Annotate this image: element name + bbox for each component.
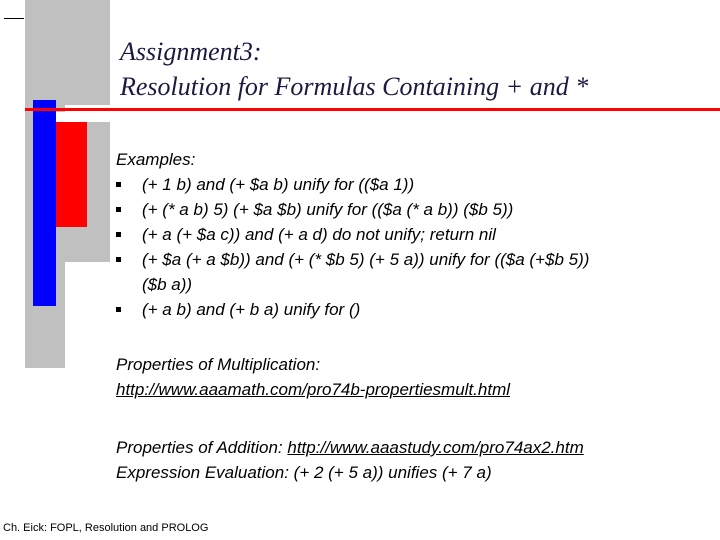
- bullet-square-icon: [116, 257, 121, 262]
- bullet-square-icon: [116, 307, 121, 312]
- bullet-square-icon: [116, 232, 121, 237]
- multiplication-label: Properties of Multiplication:: [116, 355, 321, 374]
- list-item: [116, 172, 716, 197]
- list-item: [116, 297, 716, 322]
- example-text: (+ (* a b) 5) (+ $a $b) unify for (($a (* a b)) ($b 5)): [142, 200, 514, 219]
- decor-gray-block-top: [65, 0, 110, 105]
- spacer: [116, 322, 716, 352]
- addition-label: Properties of Addition:: [116, 438, 288, 457]
- slide-body: [116, 147, 716, 485]
- list-item: [116, 222, 716, 247]
- decor-blue-bar: [33, 100, 56, 306]
- multiplication-link[interactable]: http://www.aaamath.com/pro74b-propertiesmult.html: [116, 380, 511, 399]
- evaluation-line: Expression Evaluation: (+ 2 (+ 5 a)) unifies (+ 7 a): [116, 463, 492, 482]
- decor-white-gap: [56, 112, 110, 122]
- example-text: (+ a b) and (+ b a) unify for (): [142, 300, 361, 319]
- spacer: [116, 402, 716, 435]
- decor-tick: [4, 18, 24, 19]
- examples-list: [116, 172, 716, 322]
- title-line-1: Assignment3:: [120, 37, 262, 66]
- title-underline-red: [25, 108, 720, 111]
- example-text: (+ 1 b) and (+ $a b) unify for (($a 1)): [142, 175, 415, 194]
- slide-title: [120, 34, 588, 104]
- example-text: (+ a (+ $a c)) and (+ a d) do not unify; return nil: [142, 225, 496, 244]
- list-item: [116, 247, 716, 297]
- title-line-2: Resolution for Formulas Containing + and *: [120, 72, 589, 101]
- bullet-square-icon: [116, 207, 121, 212]
- addition-link[interactable]: http://www.aaastudy.com/pro74ax2.htm: [287, 438, 584, 457]
- example-text: (+ $a (+ a $b)) and (+ (* $b 5) (+ 5 a)) unify for (($a (+$b 5)): [142, 250, 590, 269]
- list-item: [116, 197, 716, 222]
- examples-heading: Examples:: [116, 150, 196, 169]
- addition-line: [116, 435, 716, 460]
- example-text-continued: ($b a)): [142, 275, 193, 294]
- slide-footer: Ch. Eick: FOPL, Resolution and PROLOG: [3, 522, 209, 534]
- bullet-square-icon: [116, 182, 121, 187]
